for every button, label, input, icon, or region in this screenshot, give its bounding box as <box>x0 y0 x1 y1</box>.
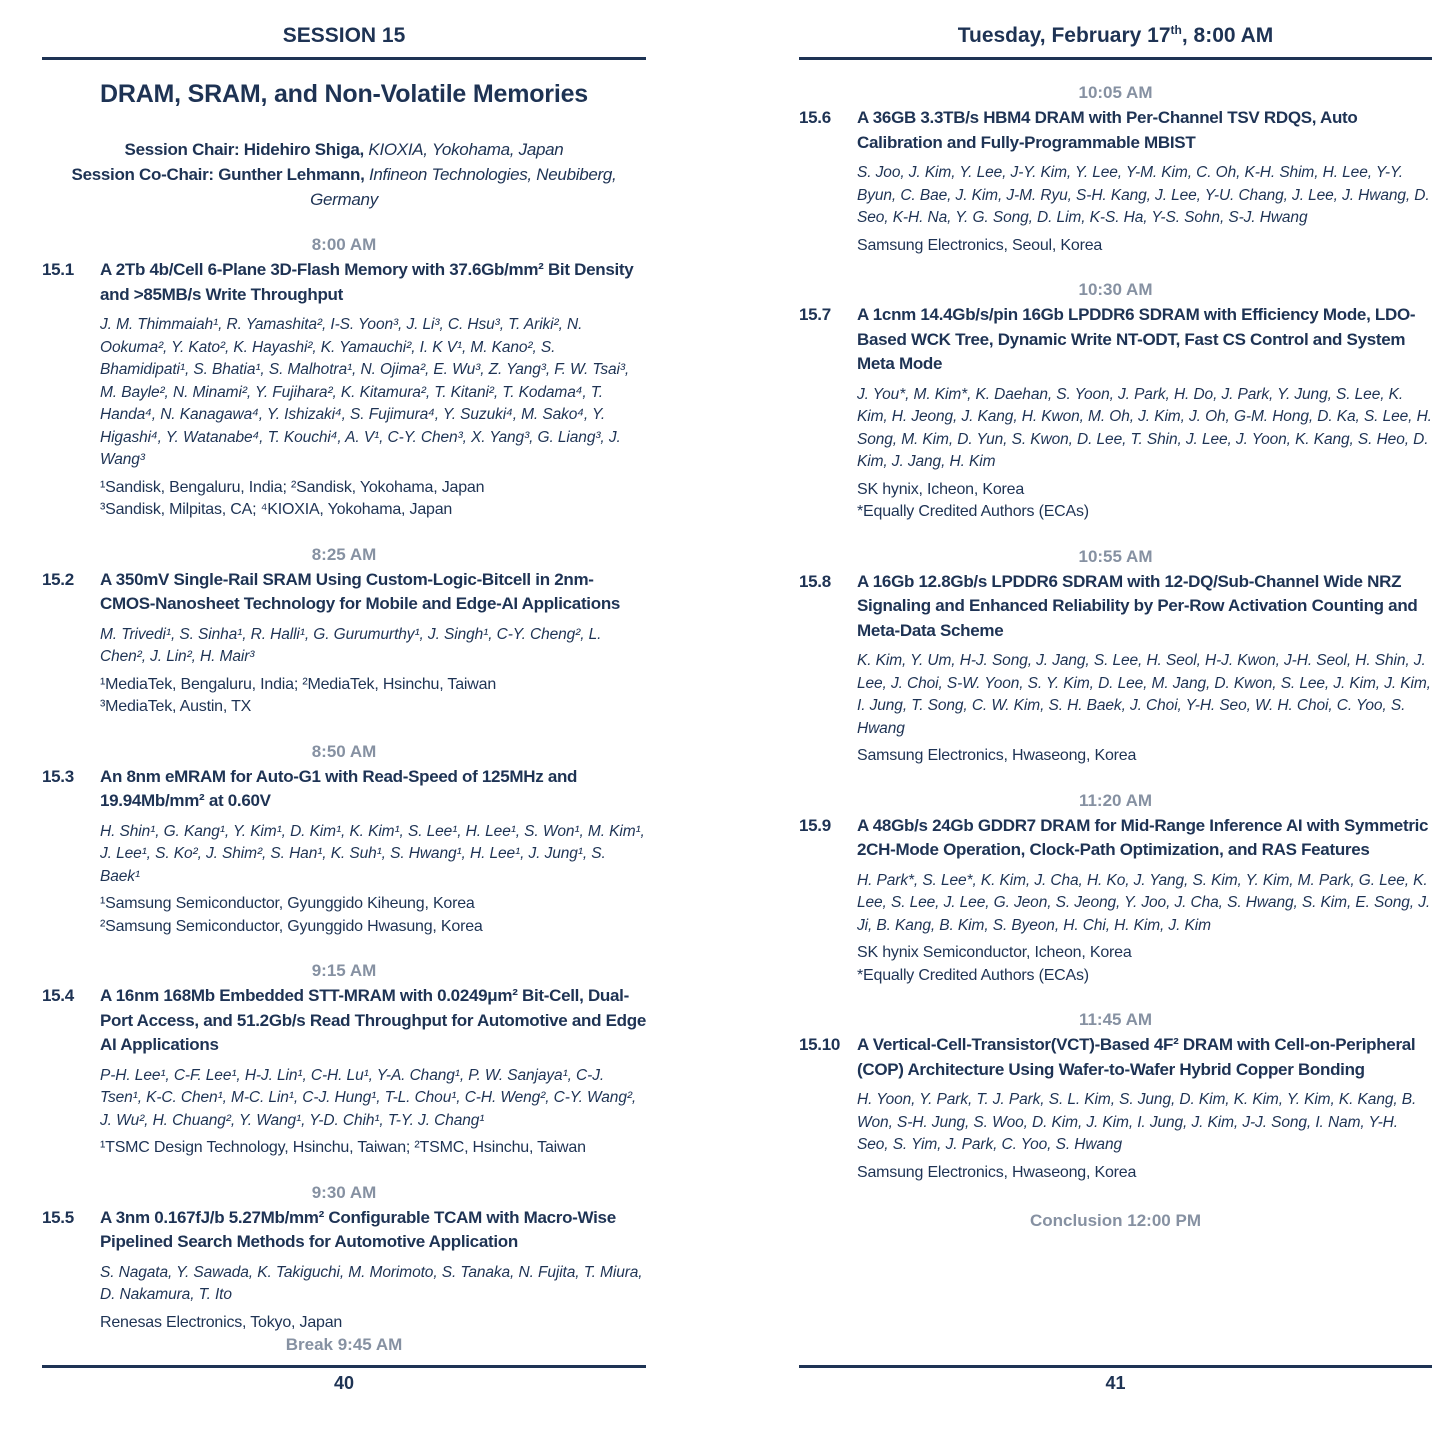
chair-line <box>42 137 646 162</box>
page-number-left: 40 <box>333 1373 355 1393</box>
item-title: A 2Tb 4b/Cell 6-Plane 3D-Flash Memory with 37.6Gb/mm² Bit Density and >85MB/s Write Throughput <box>100 260 634 304</box>
cochair-line <box>42 162 646 212</box>
item-head <box>799 106 1432 155</box>
session-label <box>42 24 646 60</box>
affiliation-lines <box>857 942 1432 987</box>
affiliation-lines <box>857 479 1432 524</box>
affiliation-line: Samsung Electronics, Seoul, Korea <box>857 236 1103 254</box>
item-authors: J. M. Thimmaiah¹, R. Yamashita², I-S. Yoon³, J. Li³, C. Hsu³, T. Ariki², N. Ookuma², Y. Kato², K. Hayashi², K. Yamauchi², I. K V¹, M. Kano², S. Bhamidipati¹, S. Bhatia¹, S. Malhotra¹, N. Ojima², E. Wu³, Z. Yang³, F. W. Tsai³, M. Bayle², N. Minami², Y. Fujihara², K. Kitamura², T. Kitani², T. Kodama⁴, T. Handa⁴, N. Kanagawa⁴, Y. Ishizaki⁴, S. Fujimura⁴, Y. Suzuki⁴, M. Sako⁴, Y. Higashi⁴, Y. Watanabe⁴, T. Kouchi⁴, A. V¹, C-Y. Chen³, X. Yang³, G. Liang³, J. Wang³ <box>100 316 630 468</box>
program-item <box>799 546 1432 768</box>
session-time: 11:45 AM <box>1078 1010 1153 1029</box>
affiliation-line: ¹TSMC Design Technology, Hsinchu, Taiwan; ²TSMC, Hsinchu, Taiwan <box>100 1139 586 1156</box>
item-authors: H. Shin¹, G. Kang¹, Y. Kim¹, D. Kim¹, K. Kim¹, S. Lee¹, H. Lee¹, S. Won¹, M. Kim¹, J. Lee¹, S. Ko², J. Shim², S. Han¹, K. Suh¹, S. Hwang¹, H. Lee¹, J. Jung¹, S. Baek¹ <box>100 822 645 885</box>
affiliation-line: ³Sandisk, Milpitas, CA; ⁴KIOXIA, Yokohama, Japan <box>100 501 453 518</box>
item-title: A 36GB 3.3TB/s HBM4 DRAM with Per-Channel TSV RDQS, Auto Calibration and Fully-Programmable MBIST <box>857 108 1358 152</box>
program-item <box>42 234 646 522</box>
page-left <box>42 24 646 1416</box>
item-authors: S. Joo, J. Kim, Y. Lee, J-Y. Kim, Y. Lee, Y-M. Kim, C. Oh, K-H. Shim, H. Lee, Y-Y. Byun, C. Bae, J. Kim, J-M. Ryu, S-H. Kang, J. Lee, Y-U. Chang, J. Lee, J. Hwang, D. Seo, K-H. Na, Y. G. Song, D. Lim, K-S. Ha, Y-S. Sohn, S-J. Hwang <box>857 164 1430 226</box>
affiliation-line: Samsung Electronics, Hwaseong, Korea <box>857 747 1137 764</box>
item-head <box>42 765 646 814</box>
program-item <box>799 1009 1432 1184</box>
affiliation-line: SK hynix Semiconductor, Icheon, Korea <box>857 944 1132 961</box>
session-time: 8:25 AM <box>311 544 377 564</box>
affiliation-line: *Equally Credited Authors (ECAs) <box>857 503 1089 520</box>
session-time: 9:15 AM <box>311 961 377 980</box>
item-head <box>42 568 646 617</box>
page-number-right: 41 <box>1105 1373 1126 1393</box>
session-time: 10:30 AM <box>1078 280 1153 299</box>
affiliation-line: Renesas Electronics, Tokyo, Japan <box>100 1313 343 1331</box>
affiliation-line: ¹MediaTek, Bengaluru, India; ²MediaTek, Hsinchu, Taiwan <box>100 675 497 693</box>
item-number: 15.9 <box>799 815 831 835</box>
program-item <box>42 960 646 1160</box>
session-time: 10:05 AM <box>1078 83 1153 102</box>
affiliation-line: ¹Samsung Semiconductor, Gyunggido Kiheung, Korea <box>100 895 475 912</box>
program-item <box>799 279 1432 524</box>
affiliation-lines <box>100 674 646 719</box>
item-authors: K. Kim, Y. Um, H-J. Song, J. Jang, S. Lee, H. Seol, H-J. Kwon, J-H. Seol, H. Shin, J. Lee, J. Choi, S-W. Yoon, S. Y. Kim, D. Lee, M. Jang, D. Kwon, S. Lee, J. Kim, J. Kim, I. Jung, T. Song, C. W. Kim, S. H. Baek, J. Choi, Y-H. Seo, W. H. Choi, C. Yoo, S. Hwang <box>857 652 1431 737</box>
item-number: 15.4 <box>42 986 74 1005</box>
item-title: A 350mV Single-Rail SRAM Using Custom-Logic-Bitcell in 2nm-CMOS-Nanosheet Technology for Mobile and Edge-AI Applications <box>100 569 621 613</box>
affiliation-line: ²Samsung Semiconductor, Gyunggido Hwasung, Korea <box>100 917 483 935</box>
session-time: 9:30 AM <box>311 1182 377 1202</box>
session-title: DRAM, SRAM, and Non-Volatile Memories <box>99 80 588 108</box>
item-number: 15.6 <box>799 108 831 127</box>
item-number: 15.5 <box>42 1207 74 1227</box>
session-time: 8:00 AM <box>311 235 377 254</box>
item-title: A 1cnm 14.4Gb/s/pin 16Gb LPDDR6 SDRAM with Efficiency Mode, LDO-Based WCK Tree, Dynamic Write NT-ODT, Fast CS Control and System Meta Mode <box>857 305 1416 373</box>
cochair-org: Infineon Technologies, Neubiberg, Germany <box>310 165 617 209</box>
item-head <box>799 303 1432 377</box>
program-item <box>42 1182 646 1335</box>
item-head <box>42 984 646 1058</box>
session-time: 10:55 AM <box>1078 546 1153 566</box>
item-title: A Vertical-Cell-Transistor(VCT)-Based 4F² DRAM with Cell-on-Peripheral (COP) Architecture Using Wafer-to-Wafer Hybrid Copper Bonding <box>857 1035 1416 1079</box>
program-item <box>799 82 1432 257</box>
affiliation-lines <box>857 745 1432 768</box>
item-authors: H. Yoon, Y. Park, T. J. Park, S. L. Kim, S. Jung, D. Kim, K. Kim, Y. Kim, K. Kang, B. Won, S-H. Jung, S. Woo, D. Kim, J. Kim, I. Jung, J. Kim, J-J. Song, I. Nam, Y-H. Seo, S. Yim, J. Park, C. Yoo, S. Hwang <box>857 1091 1417 1153</box>
item-title: An 8nm eMRAM for Auto-G1 with Read-Speed of 125MHz and 19.94Mb/mm² at 0.60V <box>100 766 578 810</box>
affiliation-lines <box>100 1137 646 1160</box>
chair-org: KIOXIA, Yokohama, Japan <box>363 140 564 159</box>
item-number: 15.2 <box>42 569 74 589</box>
item-head <box>799 814 1432 863</box>
program-item <box>799 790 1432 988</box>
item-number: 15.8 <box>799 571 831 591</box>
date-header <box>799 24 1432 60</box>
item-title: A 48Gb/s 24Gb GDDR7 DRAM for Mid-Range Inference AI with Symmetric 2CH-Mode Operation, Clock-Path Optimization, and RAS Features <box>857 815 1429 859</box>
date-header-ordinal: th <box>1170 23 1182 37</box>
program-item <box>42 544 646 719</box>
affiliation-lines <box>100 477 646 522</box>
affiliation-line: *Equally Credited Authors (ECAs) <box>857 966 1089 984</box>
item-head <box>42 258 646 307</box>
item-number: 15.10 <box>799 1035 841 1054</box>
footer-note-break: Break 9:45 AM <box>285 1335 403 1354</box>
affiliation-line: SK hynix, Icheon, Korea <box>857 480 1025 498</box>
item-head <box>42 1206 646 1255</box>
item-head <box>799 570 1432 644</box>
affiliation-line: ³MediaTek, Austin, TX <box>100 698 252 715</box>
session-items-right <box>799 82 1432 1184</box>
item-authors: M. Trivedi¹, S. Sinha¹, R. Halli¹, G. Gurumurthy¹, J. Singh¹, C-Y. Cheng², L. Chen², J. Lin², H. Mair³ <box>100 625 602 665</box>
session-label-text: SESSION 15 <box>282 24 406 47</box>
item-title: A 3nm 0.167fJ/b 5.27Mb/mm² Configurable TCAM with Macro-Wise Pipelined Search Methods for Automotive Application <box>100 1207 616 1251</box>
item-number: 15.3 <box>42 766 74 786</box>
affiliation-lines <box>100 1312 646 1335</box>
item-title: A 16Gb 12.8Gb/s LPDDR6 SDRAM with 12-DQ/Sub-Channel Wide NRZ Signaling and Enhanced Reliability by Per-Row Activation Counting and Meta-Data Scheme <box>857 571 1418 640</box>
program-item <box>42 741 646 939</box>
item-head <box>799 1033 1432 1082</box>
date-header-prefix: Tuesday, February 17 <box>957 24 1171 47</box>
footer-note-conclusion: Conclusion 12:00 PM <box>1030 1211 1201 1230</box>
session-time: 11:20 AM <box>1078 790 1153 810</box>
chair-name: Session Chair: Hidehiro Shiga, <box>124 140 364 159</box>
item-authors: H. Park*, S. Lee*, K. Kim, J. Cha, H. Ko, J. Yang, S. Kim, Y. Kim, M. Park, G. Lee, K. Lee, S. Lee, J. Lee, G. Jeon, S. Jeong, Y. Joo, J. Cha, S. Hwang, S. Kim, E. Song, J. Ji, B. Kang, B. Kim, S. Byeon, H. Chi, H. Kim, J. Kim <box>857 871 1431 934</box>
item-authors: P-H. Lee¹, C-F. Lee¹, H-J. Lin¹, C-H. Lu¹, Y-A. Chang¹, P. W. Sanjaya¹, C-J. Tsen¹, K-C. Chen¹, M-C. Lin¹, C-J. Hung¹, T-L. Chou¹, C-H. Weng², C-Y. Wang², J. Wu², H. Chuang², Y. Wang¹, Y-D. Chih¹, T-Y. J. Chang¹ <box>100 1066 637 1129</box>
affiliation-lines <box>857 235 1432 258</box>
session-time: 8:50 AM <box>311 741 377 761</box>
item-number: 15.7 <box>799 305 831 324</box>
page-footer-left <box>42 1365 646 1394</box>
page-footer-right <box>799 1365 1432 1394</box>
page-right <box>799 24 1432 1416</box>
item-title: A 16nm 168Mb Embedded STT-MRAM with 0.0249μm² Bit-Cell, Dual-Port Access, and 51.2Gb/s Read Throughput for Automotive and Edge AI Applications <box>100 986 646 1054</box>
session-chairs <box>42 137 646 212</box>
affiliation-line: Samsung Electronics, Hwaseong, Korea <box>857 1163 1137 1181</box>
affiliation-line: ¹Sandisk, Bengaluru, India; ²Sandisk, Yokohama, Japan <box>100 478 485 496</box>
item-number: 15.1 <box>42 260 74 279</box>
item-authors: S. Nagata, Y. Sawada, K. Takiguchi, M. Morimoto, S. Tanaka, N. Fujita, T. Miura, D. Nakamura, T. Ito <box>100 1263 643 1303</box>
affiliation-lines <box>100 893 646 938</box>
date-header-suffix: , 8:00 AM <box>1181 24 1274 47</box>
item-authors: J. You*, M. Kim*, K. Daehan, S. Yoon, J. Park, H. Do, J. Park, Y. Jung, S. Lee, K. Kim, H. Jeong, J. Kang, H. Kwon, M. Oh, J. Kim, J. Oh, G-M. Hong, D. Ka, S. Lee, H. Song, M. Kim, D. Yun, S. Kwon, D. Lee, T. Shin, J. Lee, J. Yoon, K. Kang, S. Heo, D. Kim, J. Jang, H. Kim <box>857 385 1432 470</box>
cochair-name: Session Co-Chair: Gunther Lehmann, <box>71 165 365 184</box>
affiliation-lines <box>857 1162 1432 1185</box>
session-items-left <box>42 234 646 1334</box>
